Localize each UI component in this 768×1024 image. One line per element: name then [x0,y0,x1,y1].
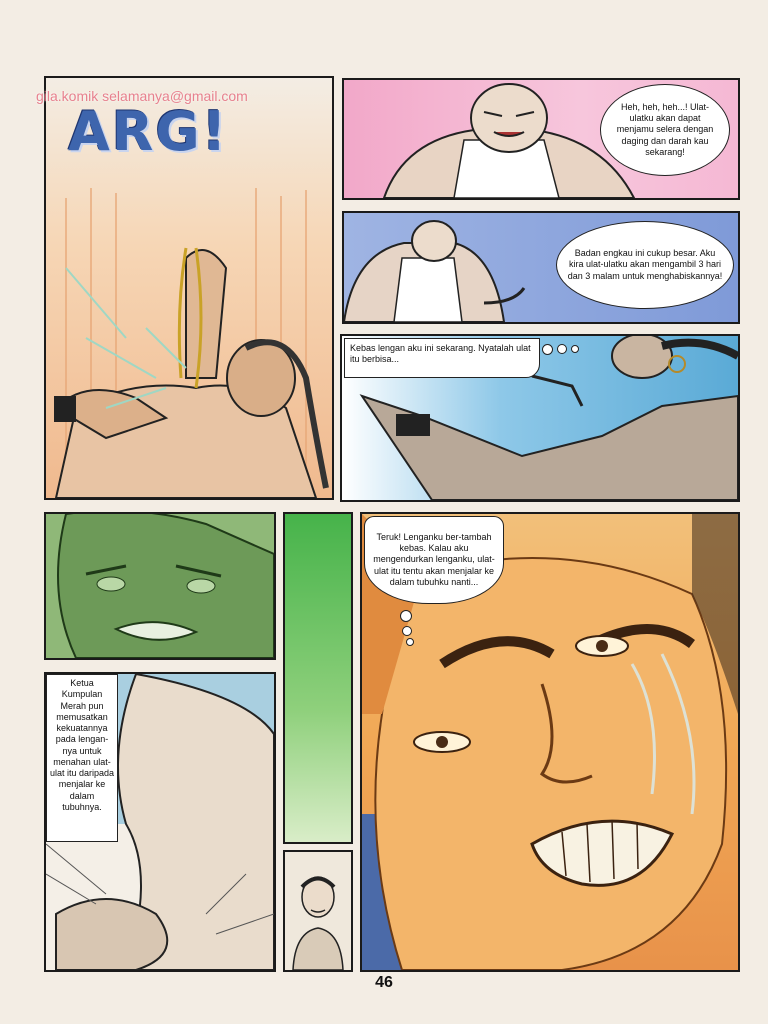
thought-dot [400,610,412,622]
thought-bubble-worse: Teruk! Lenganku ber-tambah kebas. Kalau aku mengendurkan lenganku, ulat-ulat itu tentu akan menjalar ke dalam tubuhku nanti... [364,516,504,604]
panel-young-man [283,850,353,972]
sfx-arg: ARG! [68,100,229,163]
panel-green-grimace [44,512,276,660]
panel-bald-man-laugh [342,78,740,200]
young-man-art [285,852,351,970]
thought-box-numb: Kebas lengan aku ini sekarang. Nyatalah ulat itu berbisa... [344,338,540,378]
thought-dot [557,344,567,354]
thought-dot [571,345,579,353]
speech-bubble-taunt: Badan engkau ini cukup besar. Aku kira ulat-ulatku akan mengambil 3 hari dan 3 malam untuk menghabiskannya! [556,221,734,309]
panel-hero-grimace [360,512,740,972]
thought-dot [542,344,553,355]
thought-dot [402,626,412,636]
panel-numb-arm [340,334,740,502]
watermark: gila.komik selamanya@gmail.com [36,88,248,104]
panel-bald-man-taunt [342,211,740,324]
thought-dot [406,638,414,646]
speech-bubble-laugh: Heh, heh, heh...! Ulat-ulatku akan dapat menjamu selera dengan daging dan darah kau sekarang! [600,84,730,176]
green-grimace-face-art [46,514,274,658]
panel-caption-arm [44,672,276,972]
narration-caption: Ketua Kumpulan Merah pun memusatkan kekuatannya pada lengan-nya untuk menahan ulat-ulat itu daripada menjalar ke dalam tubuhnya. [46,674,118,842]
page-number: 46 [375,974,393,991]
panel-green-strip [283,512,353,844]
panel-arg [44,76,334,500]
